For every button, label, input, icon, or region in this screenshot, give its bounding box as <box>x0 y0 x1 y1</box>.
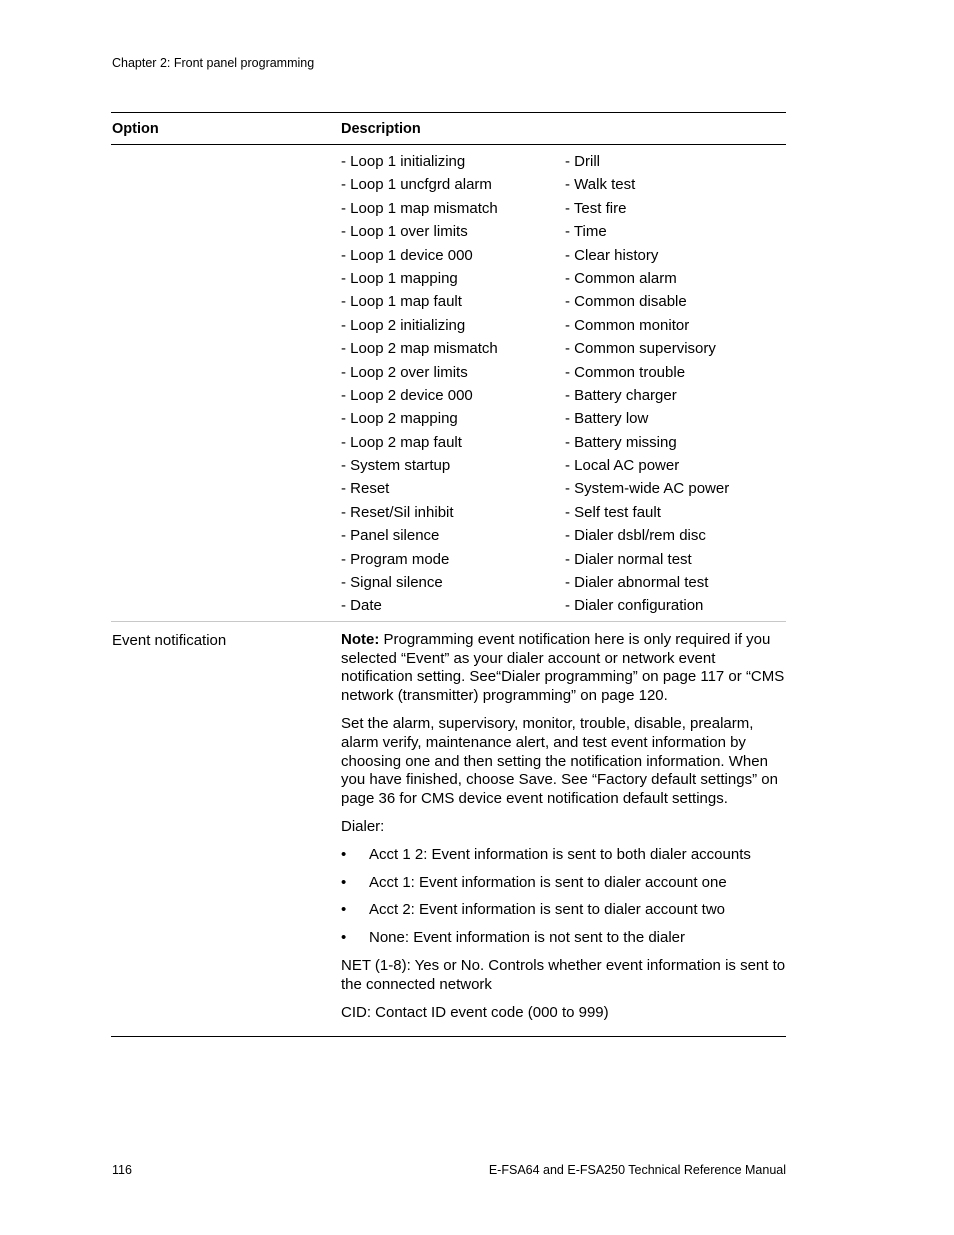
event-type-item: - Battery charger <box>565 386 677 404</box>
event-type-item: - Reset/Sil inhibit <box>341 503 454 521</box>
event-type-item: - System startup <box>341 457 451 475</box>
event-type-item: - Loop 2 over limits <box>341 363 468 381</box>
event-type-item: - Loop 1 uncfgrd alarm <box>341 176 492 194</box>
options-table <box>111 112 786 1037</box>
event-type-item: - Loop 1 device 000 <box>341 246 473 264</box>
event-type-item: - Drill <box>565 153 600 170</box>
event-type-item: - Loop 1 map fault <box>341 293 462 311</box>
event-type-item: - Loop 1 initializing <box>341 153 466 170</box>
list-item: • None: Event information is not sent to the dialer <box>341 929 686 947</box>
event-type-item: - Time <box>565 223 607 241</box>
event-type-item: - Clear history <box>565 246 659 264</box>
event-type-item: - Reset <box>341 480 390 498</box>
event-type-item: - Battery low <box>565 410 649 428</box>
dialer-label: Dialer: <box>341 817 385 835</box>
event-type-item: - Common alarm <box>565 269 677 287</box>
table-row-event-types <box>111 145 786 622</box>
bullet-icon: • <box>341 929 347 947</box>
event-type-item: - Walk test <box>565 176 636 194</box>
option-cell-event-notification: Event notification <box>112 631 227 649</box>
event-type-item: - Loop 1 map mismatch <box>341 199 498 217</box>
event-type-item: - Battery missing <box>565 433 677 451</box>
option-cell <box>111 150 341 618</box>
bullet-icon: • <box>341 845 347 863</box>
event-type-item: - Dialer dsbl/rem disc <box>565 527 706 545</box>
running-header: Chapter 2: Front panel programming <box>112 56 315 70</box>
event-type-item: - Common monitor <box>565 316 690 334</box>
bullet-icon: • <box>341 901 347 919</box>
list-item: • Acct 2: Event information is sent to dialer account two <box>341 901 726 919</box>
instruction-paragraph: Set the alarm, supervisory, monitor, trouble, disable, prealarm, alarm verify, maintenance alert, and test event information by choosing one and then setting the notification information. When you have finished, choose Save. See “Factory default settings” on page 36 for CMS device event notification default settings. <box>341 715 778 808</box>
header-option: Option <box>112 120 159 137</box>
event-type-item: - Common disable <box>565 293 687 311</box>
event-type-item: - Loop 2 map fault <box>341 433 462 451</box>
event-type-item: - Loop 2 initializing <box>341 316 466 334</box>
event-type-item: - Loop 2 map mismatch <box>341 340 498 358</box>
event-type-item: - Common trouble <box>565 363 686 381</box>
event-type-item: - Loop 1 over limits <box>341 223 468 241</box>
event-type-item: - Local AC power <box>565 457 680 475</box>
event-type-item: - Date <box>341 597 382 615</box>
cid-paragraph: CID: Contact ID event code (000 to 999) <box>341 1003 609 1021</box>
description-cell-event-notification <box>341 631 786 1032</box>
event-type-item: - Panel silence <box>341 527 440 545</box>
event-type-item: - Loop 1 mapping <box>341 269 458 287</box>
event-type-item: - Dialer configuration <box>565 597 704 615</box>
manual-title: E-FSA64 and E-FSA250 Technical Reference Manual <box>488 1163 786 1177</box>
event-type-list <box>341 150 786 618</box>
bullet-icon: • <box>341 873 347 891</box>
event-type-item: - Dialer normal test <box>565 550 692 568</box>
page-number: 116 <box>112 1163 132 1177</box>
note-paragraph <box>341 631 786 706</box>
description-cell <box>341 150 786 618</box>
list-item: • Acct 1: Event information is sent to dialer account one <box>341 873 727 891</box>
event-type-item: - Signal silence <box>341 574 443 592</box>
event-type-item: - Self test fault <box>565 503 661 521</box>
list-item: • Acct 1 2: Event information is sent to both dialer accounts <box>341 845 751 863</box>
event-type-item: - Loop 2 device 000 <box>341 386 473 404</box>
note-text: Programming event notification here is only required if you selected “Event” as your dialer account or network event notification setting. See“Dialer programming” on page 117 or “CMS network (transmitter) programming” on page 120. <box>341 630 785 705</box>
table-header-row <box>111 113 786 145</box>
note-label: Note: <box>341 630 380 648</box>
header-description: Description <box>341 120 421 137</box>
net-paragraph: NET (1-8): Yes or No. Controls whether event information is sent to the connected network <box>341 956 786 993</box>
table-row-event-notification <box>111 622 786 1037</box>
event-type-item: - Test fire <box>565 199 627 217</box>
dialer-options-list <box>341 846 786 948</box>
event-type-item: - System-wide AC power <box>565 480 730 498</box>
event-type-item: - Common supervisory <box>565 340 716 358</box>
event-type-item: - Program mode <box>341 550 450 568</box>
event-type-item: - Dialer abnormal test <box>565 574 709 592</box>
event-type-item: - Loop 2 mapping <box>341 410 458 428</box>
